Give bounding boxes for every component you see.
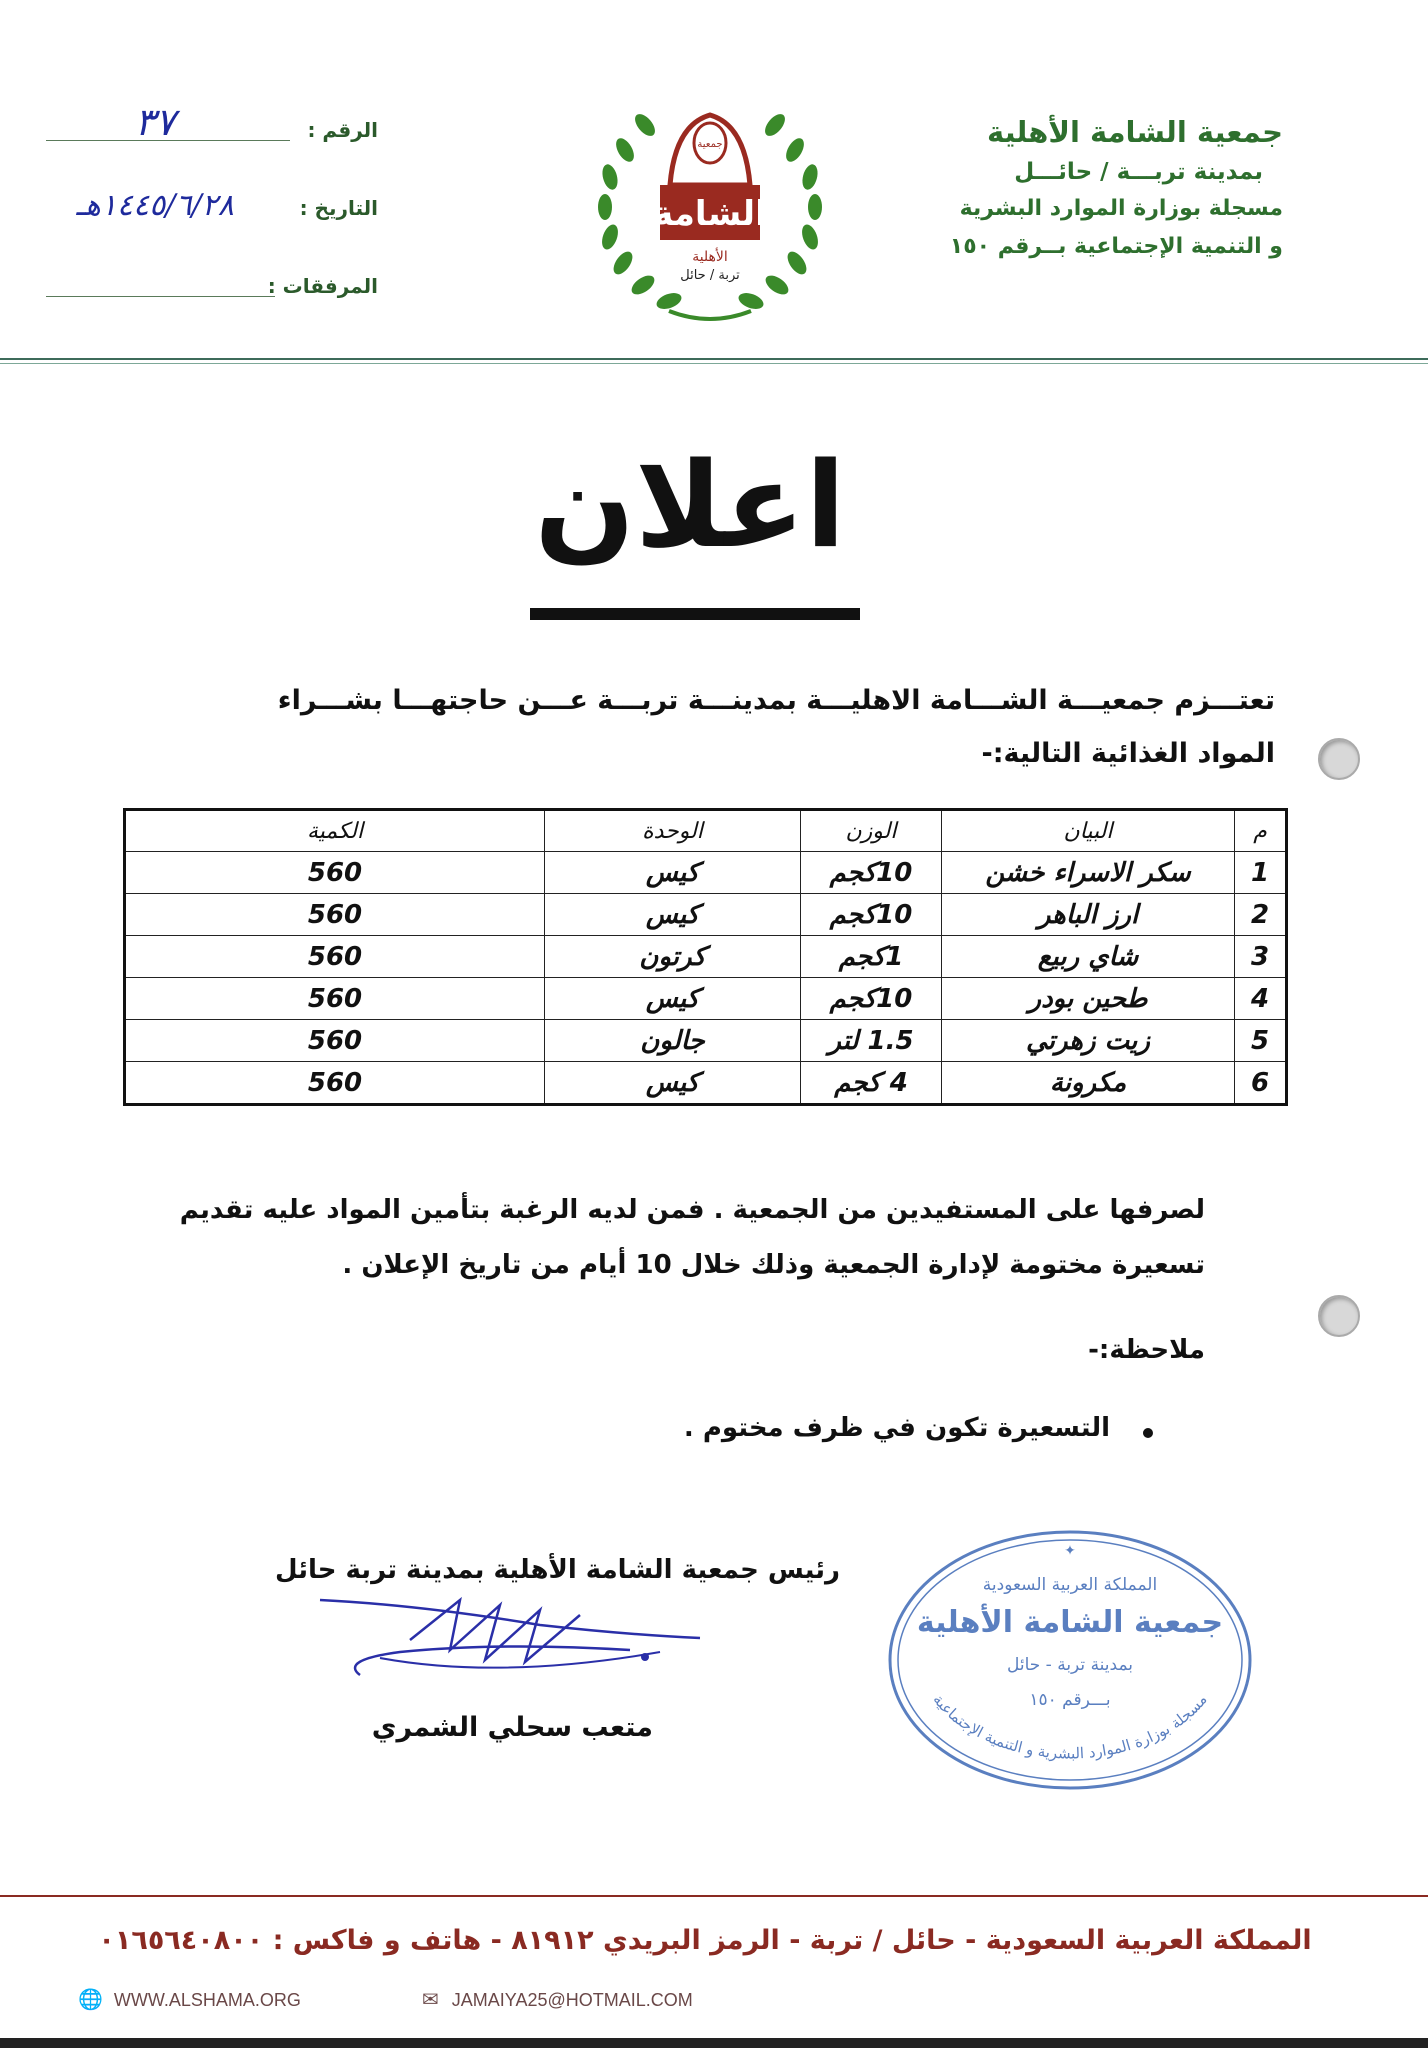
row-qty: 560: [125, 978, 545, 1020]
logo-city-text: تربة / حائل: [680, 268, 740, 283]
reference-fields: [40, 100, 390, 344]
title-underline: [530, 608, 860, 620]
table-row: [125, 852, 1287, 894]
row-no: 6: [1235, 1062, 1287, 1105]
row-no: 4: [1235, 978, 1287, 1020]
org-name: جمعية الشامة الأهلية: [986, 115, 1283, 149]
row-no: 1: [1235, 852, 1287, 894]
row-weight: 4 كجم: [801, 1062, 942, 1105]
intro-line1: تعتـــزم جمعيـــة الشـــامة الاهليـــة بمدينـــة تربـــة عـــن حاجتهـــا بشـــراء: [277, 685, 1275, 716]
laurel-wreath-icon: [565, 65, 855, 325]
website-contact[interactable]: [78, 1987, 301, 2012]
globe-icon: 🌐: [78, 1989, 103, 2011]
row-qty: 560: [125, 936, 545, 978]
note-label: ملاحظة:-: [1088, 1335, 1205, 1365]
signatory-title: رئيس جمعية الشامة الأهلية بمدينة تربة حائل: [275, 1555, 840, 1585]
row-weight: 10كجم: [801, 978, 942, 1020]
header-divider: [0, 358, 1428, 360]
stamp-country: المملكة العربية السعودية: [982, 1575, 1158, 1595]
number-field: [40, 100, 390, 188]
row-no: 3: [1235, 936, 1287, 978]
row-weight: 1.5 لتر: [801, 1020, 942, 1062]
date-label: التاريخ :: [299, 196, 378, 220]
row-item: شاي ربيع: [942, 936, 1235, 978]
header-divider-thin: [0, 363, 1428, 364]
footer-divider: [0, 1895, 1428, 1897]
row-unit: كيس: [545, 1062, 801, 1105]
intro-line2: المواد الغذائية التالية:-: [981, 738, 1275, 769]
attachments-line: [46, 296, 275, 297]
row-qty: 560: [125, 1062, 545, 1105]
star-icon: ✦: [1064, 1543, 1076, 1559]
items-table: [123, 808, 1288, 1106]
org-registration-line2: و التنمية الإجتماعية بــرقم ١٥٠: [949, 234, 1283, 259]
attachments-field: [40, 266, 390, 344]
org-logo: [565, 65, 855, 325]
number-value: ٣٧: [134, 100, 176, 144]
stamp-city: بمدينة تربة - حائل: [1006, 1655, 1134, 1675]
header-unit: الوحدة: [545, 810, 801, 852]
email-contact[interactable]: [422, 1987, 693, 2012]
table-row: [125, 936, 1287, 978]
number-label: الرقم :: [307, 118, 378, 142]
email-text: JAMAIYA25@HOTMAIL.COM: [451, 1990, 693, 2010]
stamp-org: جمعية الشامة الأهلية: [916, 1605, 1224, 1640]
table-row: [125, 1020, 1287, 1062]
header-qty: الكمية: [125, 810, 545, 852]
row-unit: كيس: [545, 978, 801, 1020]
footer-address: المملكة العربية السعودية - حائل / تربة - الرمز البريدي ٨١٩١٢ - هاتف و فاكس : ٠١٦٥٦٤٠٨٠٠: [98, 1925, 1312, 1956]
row-qty: 560: [125, 1020, 545, 1062]
table-header-row: [125, 810, 1287, 852]
logo-top-text: جمعية: [697, 139, 723, 150]
signature-scribble: [300, 1580, 720, 1690]
website-text: WWW.ALSHAMA.ORG: [113, 1990, 301, 2010]
row-unit: جالون: [545, 1020, 801, 1062]
page-bottom-edge: [0, 2038, 1428, 2048]
date-value: ١٤٤٥/٦/٢٨هـ: [76, 188, 234, 223]
table-row: [125, 978, 1287, 1020]
logo-sub-text: الأهلية: [692, 249, 728, 265]
row-weight: 10كجم: [801, 894, 942, 936]
table-row: [125, 894, 1287, 936]
row-weight: 1كجم: [801, 936, 942, 978]
row-item: ارز الباهر: [942, 894, 1235, 936]
official-stamp: [870, 1520, 1270, 1800]
org-header: [863, 110, 1283, 266]
stamp-seal: [870, 1520, 1270, 1800]
note-bullet: [1143, 1428, 1153, 1438]
row-qty: 560: [125, 852, 545, 894]
body-line2: تسعيرة مختومة لإدارة الجمعية وذلك خلال 10 أيام من تاريخ الإعلان .: [342, 1250, 1205, 1280]
header-weight: الوزن: [801, 810, 942, 852]
attachments-label: المرفقات :: [267, 274, 378, 298]
row-unit: كيس: [545, 852, 801, 894]
punch-hole-bottom: [1318, 1295, 1360, 1337]
stamp-ring-text: مسجلة بوزارة الموارد البشرية و التنمية الإجتماعية: [929, 1690, 1211, 1763]
note-item: التسعيرة تكون في ظرف مختوم .: [683, 1413, 1110, 1443]
row-qty: 560: [125, 894, 545, 936]
row-item: زيت زهرتي: [942, 1020, 1235, 1062]
row-item: طحين بودر: [942, 978, 1235, 1020]
row-unit: كرتون: [545, 936, 801, 978]
logo-main-text: الشامة: [653, 194, 767, 234]
org-city: بمدينة تربـــة / حائـــل: [1014, 159, 1263, 185]
table-row: [125, 1062, 1287, 1105]
row-weight: 10كجم: [801, 852, 942, 894]
row-no: 5: [1235, 1020, 1287, 1062]
punch-hole-top: [1318, 738, 1360, 780]
body-line1: لصرفها على المستفيدين من الجمعية . فمن لديه الرغبة بتأمين المواد عليه تقديم: [179, 1195, 1205, 1225]
org-registration-line1: مسجلة بوزارة الموارد البشرية: [959, 196, 1283, 221]
signatory-name: متعب سحلي الشمري: [371, 1712, 653, 1743]
announcement-title: اعلان: [534, 436, 846, 574]
row-item: سكر الاسراء خشن: [942, 852, 1235, 894]
row-unit: كيس: [545, 894, 801, 936]
row-no: 2: [1235, 894, 1287, 936]
signature-icon: [300, 1580, 720, 1690]
row-item: مكرونة: [942, 1062, 1235, 1105]
date-field: [40, 188, 390, 266]
stamp-number: بـــرقم ١٥٠: [1029, 1690, 1111, 1710]
envelope-icon: ✉: [422, 1989, 439, 2011]
header-item: البيان: [942, 810, 1235, 852]
header-no: م: [1235, 810, 1287, 852]
